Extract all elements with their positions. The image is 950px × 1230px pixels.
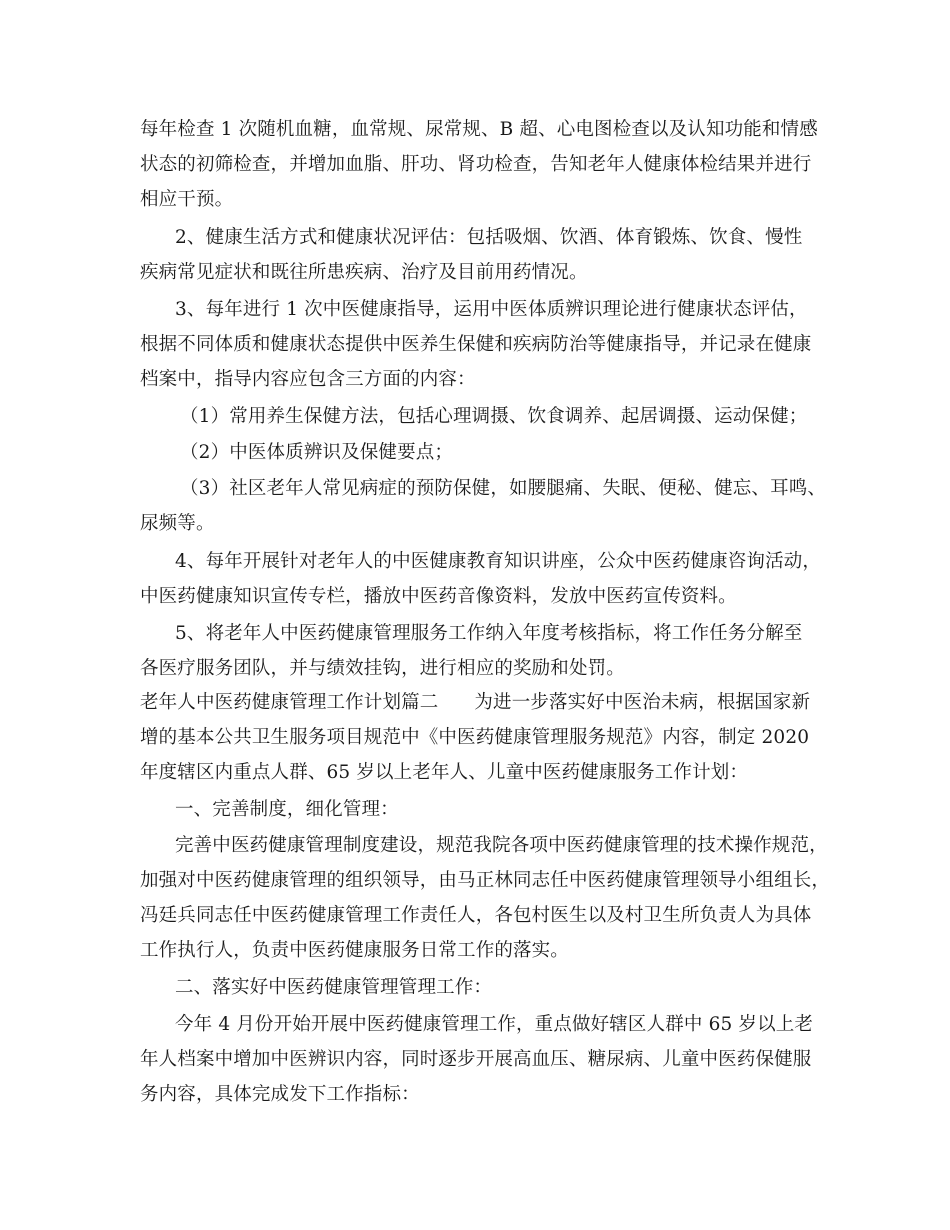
paragraph-line: 4、每年开展针对老年人的中医健康教育知识讲座，公众中医药健康咨询活动， <box>175 551 822 572</box>
paragraph-line: 5、将老年人中医药健康管理服务工作纳入年度考核指标，将工作任务分解至 <box>175 623 803 644</box>
paragraph-line: 今年 4 月份开始开展中医药健康管理工作，重点做好辖区人群中 65 岁以上老 <box>175 1014 814 1035</box>
paragraph-line: 年人档案中增加中医辨识内容，同时逐步开展高血压、糖尿病、儿童中医药保健服 <box>140 1049 812 1070</box>
paragraph-line: 每年检查 1 次随机血糖，血常规、尿常规、B 超、心电图检查以及认知功能和情感 <box>140 119 818 140</box>
paragraph-line: 2、健康生活方式和健康状况评估：包括吸烟、饮酒、体育锻炼、饮食、慢性 <box>175 227 803 248</box>
paragraph-line: 冯廷兵同志任中医药健康管理工作责任人，各包村医生以及村卫生所负责人为具体 <box>140 905 812 926</box>
list-item-line: （3）社区老年人常见病症的预防保健，如腰腿痛、失眠、便秘、健忘、耳鸣、 <box>180 478 827 499</box>
paragraph-line: 档案中，指导内容应包含三方面的内容： <box>140 369 476 390</box>
paragraph-line: 根据不同体质和健康状态提供中医养生保健和疾病防治等健康指导，并记录在健康 <box>140 334 812 355</box>
paragraph-line: 年度辖区内重点人群、65 岁以上老年人、儿童中医药健康服务工作计划： <box>140 762 749 783</box>
paragraph-line: 完善中医药健康管理制度建设，规范我院各项中医药健康管理的技术操作规范， <box>175 835 828 856</box>
section-heading-line <box>140 691 810 715</box>
section-title: 老年人中医药健康管理工作计划篇二 <box>140 692 439 713</box>
list-item-line: 尿频等。 <box>140 513 215 534</box>
paragraph-line: 增的基本公共卫生服务项目规范中《中医药健康管理服务规范》内容，制定 2020 <box>140 727 810 748</box>
paragraph-line: 状态的初筛检查，并增加血脂、肝功、肾功检查，告知老年人健康体检结果并进行 <box>140 154 812 175</box>
paragraph-line: 相应干预。 <box>140 189 234 210</box>
section-intro: 为进一步落实好中医治未病，根据国家新 <box>474 692 811 713</box>
list-item-line: （1）常用养生保健方法，包括心理调摄、饮食调养、起居调摄、运动保健； <box>180 406 808 427</box>
paragraph-line: 各医疗服务团队，并与绩效挂钩，进行相应的奖励和处罚。 <box>140 658 625 679</box>
list-item-line: （2）中医体质辨识及保健要点； <box>180 442 454 463</box>
paragraph-line: 中医药健康知识宣传专栏，播放中医药音像资料，发放中医药宣传资料。 <box>140 586 737 607</box>
paragraph-line: 3、每年进行 1 次中医健康指导，运用中医体质辨识理论进行健康状态评估， <box>175 299 808 320</box>
subheading-line: 二、落实好中医药健康管理管理工作： <box>175 977 493 998</box>
subheading-line: 一、完善制度，细化管理： <box>175 799 399 820</box>
paragraph-line: 务内容，具体完成发下工作指标： <box>140 1084 420 1105</box>
paragraph-line: 加强对中医药健康管理的组织领导，由马正林同志任中医药健康管理领导小组组长， <box>140 870 831 891</box>
paragraph-line: 疾病常见症状和既往所患疾病、治疗及目前用药情况。 <box>140 262 588 283</box>
paragraph-line: 工作执行人，负责中医药健康服务日常工作的落实。 <box>140 940 569 961</box>
